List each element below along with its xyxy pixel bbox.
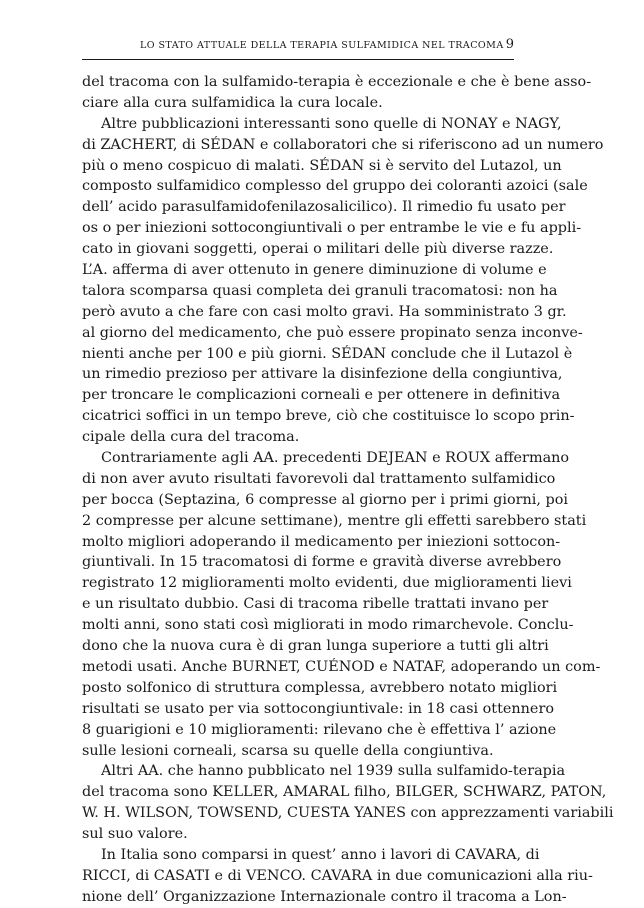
text-line: del tracoma sono KELLER, AMARAL filho, BILGER, SCHWARZ, PATON, xyxy=(82,784,607,801)
text-line: di ZACHERT, di SÉDAN e collaboratori che si riferiscono ad un numero xyxy=(82,136,604,153)
text-line: per bocca (Septazina, 6 compresse al giorno per i primi giorni, poi xyxy=(82,491,568,508)
text-line: registrato 12 miglioramenti molto evidenti, due miglioramenti lievi xyxy=(82,575,572,592)
running-head-title: LO STATO ATTUALE DELLA TERAPIA SULFAMIDICA NEL TRACOMA xyxy=(140,40,504,51)
text-line: cicatrici soffici in un tempo breve, ciò che costituisce lo scopo prin- xyxy=(82,408,575,425)
text-line: risultati se usato per via sottocongiuntivale: in 18 casi ottennero xyxy=(82,700,554,717)
text-line: più o meno cospicuo di malati. SÉDAN si è servito del Lutazol, un xyxy=(82,157,562,174)
text-line: e un risultato dubbio. Casi di tracoma ribelle trattati invano per xyxy=(82,596,549,613)
text-line: del tracoma con la sulfamido-terapia è eccezionale e che è bene asso- xyxy=(82,74,592,90)
text-line: Altre pubblicazioni interessanti sono quelle di NONAY e NAGY, xyxy=(101,115,562,132)
body-text xyxy=(82,72,614,908)
text-line: 2 compresse per alcune settimane), mentre gli effetti sarebbero stati xyxy=(82,512,587,529)
text-line: per troncare le complicazioni corneali e per ottenere in definitiva xyxy=(82,387,561,404)
text-line: metodi usati. Anche BURNET, CUÉNOD e NATAF, adoperando un com- xyxy=(82,658,601,675)
page-number: 9 xyxy=(505,37,514,52)
text-line: cato in giovani soggetti, operai o militari delle più diverse razze. xyxy=(82,241,554,258)
text-line: giuntivali. In 15 tracomatosi di forme e gravità diverse avrebbero xyxy=(82,554,562,571)
text-line: sulle lesioni corneali, scarsa su quelle della congiuntiva. xyxy=(82,742,494,759)
text-line: però avuto a che fare con casi molto gravi. Ha somministrato 3 gr. xyxy=(82,303,567,320)
text-line: L’A. afferma di aver ottenuto in genere diminuzione di volume e xyxy=(82,262,547,279)
text-line: al giorno del medicamento, che può essere propinato senza inconve- xyxy=(82,324,583,341)
text-line: 8 guarigioni e 10 miglioramenti: rilevano che è effettiva l’ azione xyxy=(82,721,557,738)
text-line: nione dell’ Organizzazione Internazionale contro il tracoma a Lon- xyxy=(82,888,567,905)
text-line: os o per iniezioni sottocongiuntivali o per entrambe le vie e fu appli- xyxy=(82,220,582,237)
text-line: talora scomparsa quasi completa dei granuli tracomatosi: non ha xyxy=(82,282,558,299)
text-line: Altri AA. che hanno pubblicato nel 1939 sulla sulfamido-terapia xyxy=(101,763,566,780)
text-line: dell’ acido parasulfamidofenilazosalicilico). Il rimedio fu usato per xyxy=(82,199,566,216)
text-line: molto migliori adoperando il medicamento per iniezioni sottocon- xyxy=(82,533,561,550)
text-line: un rimedio prezioso per attivare la disinfezione della congiuntiva, xyxy=(82,366,563,383)
text-line: sul suo valore. xyxy=(82,826,188,843)
text-line: RICCI, di CASATI e di VENCO. CAVARA in due comunicazioni alla riu- xyxy=(82,867,593,884)
header-rule xyxy=(82,59,514,60)
text-line: di non aver avuto risultati favorevoli dal trattamento sulfamidico xyxy=(82,470,556,487)
text-line: Contrariamente agli AA. precedenti DEJEAN e ROUX affermano xyxy=(101,450,570,467)
text-line: In Italia sono comparsi in quest’ anno i lavori di CAVARA, di xyxy=(101,846,540,863)
text-line: posto solfonico di struttura complessa, avrebbero notato migliori xyxy=(82,679,558,696)
text-line: cipale della cura del tracoma. xyxy=(82,429,300,446)
running-head xyxy=(82,38,514,54)
text-line: composto sulfamidico complesso del gruppo dei coloranti azoici (sale xyxy=(82,178,588,195)
text-line: molti anni, sono stati così migliorati in modo rimarchevole. Conclu- xyxy=(82,617,574,634)
text-line: W. H. WILSON, TOWSEND, CUESTA YANES con apprezzamenti variabili xyxy=(82,805,614,822)
text-line: dono che la nuova cura è di gran lunga superiore a tutti gli altri xyxy=(82,638,549,655)
text-line: ciare alla cura sulfamidica la cura locale. xyxy=(82,94,383,111)
text-line: nienti anche per 100 e più giorni. SÉDAN conclude che il Lutazol è xyxy=(82,345,573,362)
